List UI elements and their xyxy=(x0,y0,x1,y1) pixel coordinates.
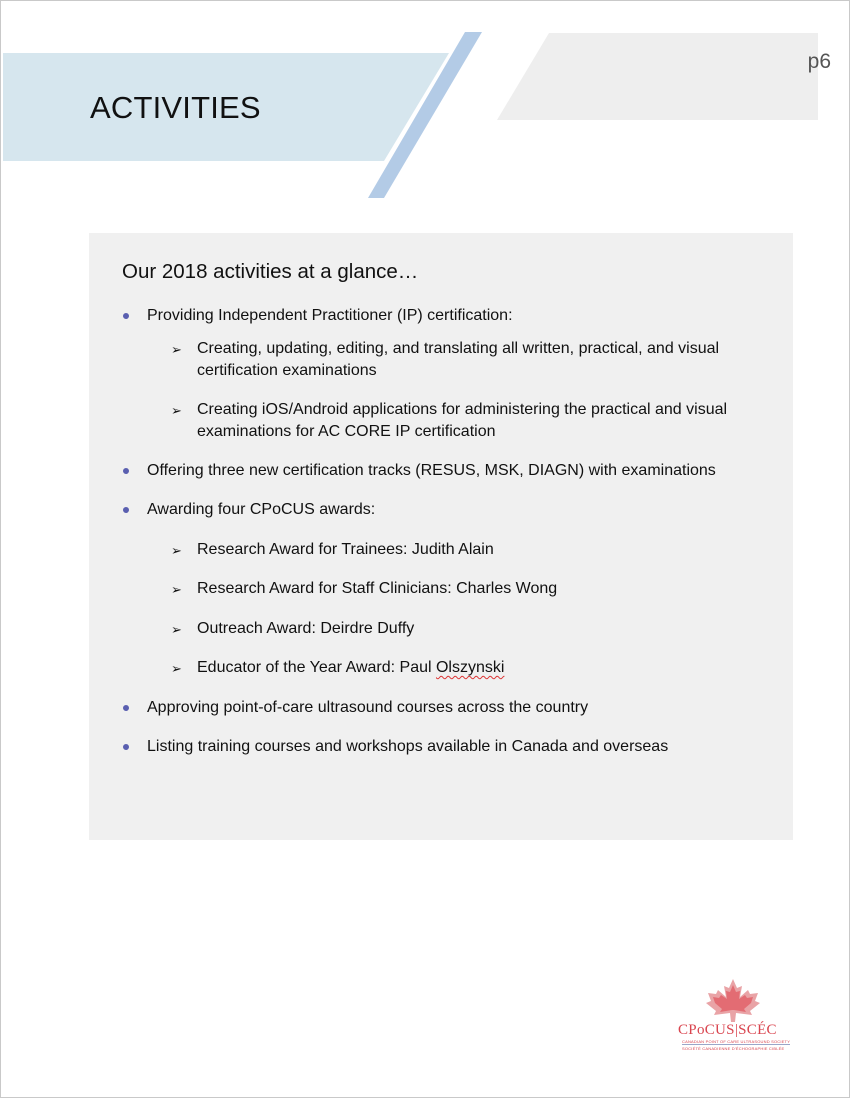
sub-list-item: Research Award for Trainees: Judith Alain xyxy=(197,541,494,558)
intro-heading: Our 2018 activities at a glance… xyxy=(122,260,419,283)
logo-divider xyxy=(682,1044,790,1045)
list-item: Listing training courses and workshops available in Canada and overseas xyxy=(147,738,669,755)
list-item: Approving point-of-care ultrasound courses across the country xyxy=(147,699,589,716)
maple-leaf-icon xyxy=(672,975,794,1023)
page-title: ACTIVITIES xyxy=(90,90,261,125)
activities-panel xyxy=(89,233,793,840)
logo-wordmark: CPoCUS|SCÉC xyxy=(678,1022,777,1038)
sub-list-item: Creating, updating, editing, and translating all written, practical, and visual certification examinations xyxy=(197,340,720,379)
arrow-bullet-icon: ➢ xyxy=(171,622,182,637)
header-right-band xyxy=(497,33,818,120)
page-number: p6 xyxy=(807,50,831,73)
award-text: Educator of the Year Award: Paul xyxy=(197,659,436,676)
arrow-bullet-icon: ➢ xyxy=(171,582,182,597)
cpocus-logo xyxy=(672,975,794,1055)
list-item: Offering three new certification tracks (RESUS, MSK, DIAGN) with examinations xyxy=(147,462,716,479)
list-item: Providing Independent Practitioner (IP) certification: xyxy=(147,307,513,324)
award-last-name: Olszynski xyxy=(435,659,505,676)
arrow-bullet-icon: ➢ xyxy=(171,403,182,418)
sub-list-item: Research Award for Staff Clinicians: Charles Wong xyxy=(197,580,558,597)
bullet-dot xyxy=(123,744,129,750)
arrow-bullet-icon: ➢ xyxy=(171,342,182,357)
bullet-dot xyxy=(123,507,129,513)
arrow-bullet-icon: ➢ xyxy=(171,543,182,558)
bullet-dot xyxy=(123,468,129,474)
list-item: Awarding four CPoCUS awards: xyxy=(147,501,376,518)
sub-list-item: Creating iOS/Android applications for administering the practical and visual examinations for AC CORE IP certification xyxy=(197,401,728,440)
bullet-dot xyxy=(123,705,129,711)
logo-french-name: SOCIÉTÉ CANADIENNE D'ÉCHOGRAPHIE CIBLÉE xyxy=(682,1046,785,1051)
logo-english-name: CANADIAN POINT OF CARE ULTRASOUND SOCIETY xyxy=(682,1039,791,1044)
sub-list-item xyxy=(197,657,767,679)
bullet-dot xyxy=(123,313,129,319)
sub-list-item: Outreach Award: Deirdre Duffy xyxy=(197,620,415,637)
arrow-bullet-icon: ➢ xyxy=(171,661,182,676)
